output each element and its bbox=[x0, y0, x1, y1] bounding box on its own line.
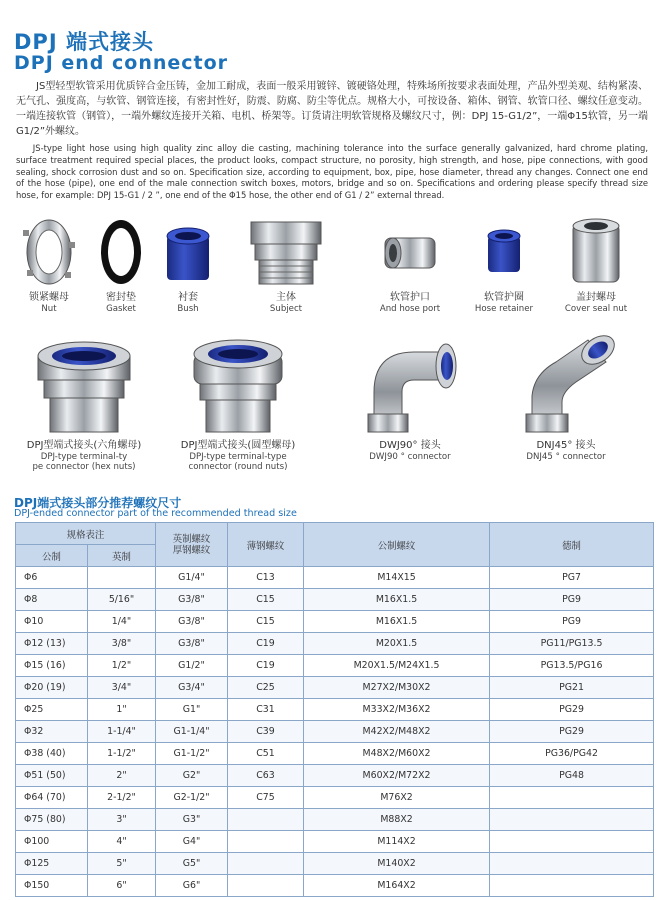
table-cell: G2" bbox=[156, 765, 228, 787]
table-cell bbox=[228, 809, 304, 831]
table-cell: PG9 bbox=[490, 589, 654, 611]
table-cell: M42X2/M48X2 bbox=[304, 721, 490, 743]
table-cell bbox=[228, 853, 304, 875]
table-cell: G1" bbox=[156, 699, 228, 721]
table-cell: M114X2 bbox=[304, 831, 490, 853]
table-cell: 2-1/2" bbox=[88, 787, 156, 809]
table-row bbox=[16, 853, 654, 875]
table-cell: PG21 bbox=[490, 677, 654, 699]
table-row bbox=[16, 721, 654, 743]
table-cell: 1" bbox=[88, 699, 156, 721]
table-cell: C19 bbox=[228, 655, 304, 677]
table-cell: 2" bbox=[88, 765, 156, 787]
table-cell: C51 bbox=[228, 743, 304, 765]
table-cell: 1/2" bbox=[88, 655, 156, 677]
product-label-en-1: DPJ-type terminal-type bbox=[189, 452, 287, 462]
table-cell bbox=[490, 831, 654, 853]
section-title-en: DPJ-ended connector part of the recommended thread size bbox=[14, 508, 297, 519]
table-cell: PG9 bbox=[490, 611, 654, 633]
table-row bbox=[16, 765, 654, 787]
table-row bbox=[16, 677, 654, 699]
product-dnj45 bbox=[496, 322, 636, 462]
table-cell: 4" bbox=[88, 831, 156, 853]
table-cell: G2-1/2" bbox=[156, 787, 228, 809]
hex-connector-icon bbox=[24, 328, 144, 440]
connector-body-icon bbox=[241, 212, 331, 292]
part-label-cn: 密封垫 bbox=[106, 292, 136, 303]
table-cell: Φ100 bbox=[16, 831, 88, 853]
table-cell: Φ8 bbox=[16, 589, 88, 611]
part-label-en: Cover seal nut bbox=[564, 304, 628, 314]
product-label-cn: DPJ型端式接头(圆型螺母) bbox=[180, 440, 296, 451]
part-hose-port bbox=[365, 212, 455, 314]
part-label-cn: 锁紧螺母 bbox=[29, 292, 69, 303]
table-cell: G3/8" bbox=[156, 633, 228, 655]
table-row bbox=[16, 699, 654, 721]
table-row bbox=[16, 611, 654, 633]
table-cell: G5" bbox=[156, 853, 228, 875]
table-cell: M14X15 bbox=[304, 567, 490, 589]
product-label-en-1: DPJ-type terminal-ty bbox=[40, 452, 128, 462]
table-cell: PG36/PG42 bbox=[490, 743, 654, 765]
table-cell: G6" bbox=[156, 875, 228, 897]
part-subject bbox=[236, 212, 336, 314]
table-cell: M60X2/M72X2 bbox=[304, 765, 490, 787]
intro-paragraph-cn: JS型轻型软管采用优质锌合金压铸，金加工耐成，表面一般采用镀锌、镀硬铬处理，特殊场所按要求表面处理，产品外型美观、结构紧凑、无气孔、强度高，与软管、钢管连接，有密封性好，防震、防腐、防尘等优点。规格大小，可按设备、箱体、钢管、软管口径、螺纹任意变动。一端连接软管（钢管），一端外螺纹连接开关箱、电机、桥架等。订货请注明软管规格及螺纹尺寸，例：DPJ 15-G1/2”，一端Φ15软管，另一端G1/2”外螺纹。 bbox=[16, 81, 648, 137]
spec-header: 规格表注 bbox=[16, 523, 156, 545]
part-label-en: Nut bbox=[41, 304, 57, 314]
table-cell: G1-1/4" bbox=[156, 721, 228, 743]
part-label-cn: 主体 bbox=[276, 292, 296, 303]
table-cell: M20X1.5/M24X1.5 bbox=[304, 655, 490, 677]
product-label-en-2: pe connector (hex nuts) bbox=[32, 462, 136, 472]
table-cell: C15 bbox=[228, 611, 304, 633]
table-row bbox=[16, 743, 654, 765]
table-cell: Φ25 bbox=[16, 699, 88, 721]
table-cell: Φ150 bbox=[16, 875, 88, 897]
product-label-cn: DWJ90° 接头 bbox=[379, 440, 441, 451]
table-cell: C25 bbox=[228, 677, 304, 699]
table-cell: Φ38 (40) bbox=[16, 743, 88, 765]
metric-thread-header: 公制螺纹 bbox=[304, 523, 490, 567]
elbow-90-icon bbox=[350, 322, 470, 440]
hose-port-icon bbox=[375, 212, 445, 292]
product-dwj90 bbox=[340, 322, 480, 462]
table-cell: C31 bbox=[228, 699, 304, 721]
table-cell: PG7 bbox=[490, 567, 654, 589]
table-cell bbox=[490, 809, 654, 831]
table-cell: 1-1/4" bbox=[88, 721, 156, 743]
table-cell: C75 bbox=[228, 787, 304, 809]
table-cell: M140X2 bbox=[304, 853, 490, 875]
hose-retainer-icon bbox=[474, 212, 534, 292]
part-label-cn: 软管护圈 bbox=[484, 292, 524, 303]
table-cell: Φ6 bbox=[16, 567, 88, 589]
part-label-en: Gasket bbox=[106, 304, 136, 314]
table-cell: PG48 bbox=[490, 765, 654, 787]
table-cell: M16X1.5 bbox=[304, 611, 490, 633]
table-cell: C19 bbox=[228, 633, 304, 655]
table-cell: Φ10 bbox=[16, 611, 88, 633]
product-label-cn: DNJ45° 接头 bbox=[536, 440, 596, 451]
product-label-en-1: DNJ45 ° connector bbox=[526, 452, 606, 462]
table-row bbox=[16, 787, 654, 809]
part-label-cn: 软管护口 bbox=[390, 292, 430, 303]
product-label-en-2: connector (round nuts) bbox=[188, 462, 288, 472]
table-row bbox=[16, 875, 654, 897]
table-cell: C15 bbox=[228, 589, 304, 611]
bush-icon bbox=[153, 212, 223, 292]
table-cell: M20X1.5 bbox=[304, 633, 490, 655]
table-cell: Φ32 bbox=[16, 721, 88, 743]
table-row bbox=[16, 809, 654, 831]
table-cell: 3/4" bbox=[88, 677, 156, 699]
table-cell: G3/8" bbox=[156, 611, 228, 633]
table-row bbox=[16, 567, 654, 589]
table-cell: 1-1/2" bbox=[88, 743, 156, 765]
table-cell: G1/2" bbox=[156, 655, 228, 677]
part-label-en: Bush bbox=[177, 304, 199, 314]
table-cell: M164X2 bbox=[304, 875, 490, 897]
table-cell bbox=[490, 853, 654, 875]
table-row bbox=[16, 655, 654, 677]
bsp-thread-header: 英制螺纹 厚钢螺纹 bbox=[156, 523, 228, 567]
table-cell: M16X1.5 bbox=[304, 589, 490, 611]
table-cell: G4" bbox=[156, 831, 228, 853]
table-cell: Φ64 (70) bbox=[16, 787, 88, 809]
part-label-cn: 衬套 bbox=[178, 292, 198, 303]
product-label-cn: DPJ型端式接头(六角螺母) bbox=[26, 440, 142, 451]
table-cell: 1/4" bbox=[88, 611, 156, 633]
part-label-en: Subject bbox=[269, 304, 303, 314]
table-cell: 5" bbox=[88, 853, 156, 875]
section-title-cn: DPJ端式接头部分推荐螺纹尺寸 bbox=[14, 496, 182, 510]
table-cell: PG11/PG13.5 bbox=[490, 633, 654, 655]
table-row bbox=[16, 589, 654, 611]
part-label-cn: 盖封螺母 bbox=[576, 292, 616, 303]
gasket-icon bbox=[91, 212, 151, 292]
table-cell: 5/16" bbox=[88, 589, 156, 611]
table-cell: M88X2 bbox=[304, 809, 490, 831]
table-row bbox=[16, 831, 654, 853]
table-cell bbox=[490, 875, 654, 897]
table-row bbox=[16, 633, 654, 655]
part-hose-retainer bbox=[466, 212, 542, 314]
product-dpj-round bbox=[168, 328, 308, 472]
table-cell: Φ15 (16) bbox=[16, 655, 88, 677]
table-cell: G3/8" bbox=[156, 589, 228, 611]
table-cell: M27X2/M30X2 bbox=[304, 677, 490, 699]
thread-size-table bbox=[15, 522, 654, 897]
table-cell: C13 bbox=[228, 567, 304, 589]
page-title-en: DPJ end connector bbox=[14, 52, 229, 74]
part-label-en: Hose retainer bbox=[474, 304, 534, 314]
elbow-45-icon bbox=[506, 322, 626, 440]
german-thread-header: 德制 bbox=[490, 523, 654, 567]
table-cell: G1/4" bbox=[156, 567, 228, 589]
table-cell bbox=[490, 787, 654, 809]
cover-seal-nut-icon bbox=[561, 212, 631, 292]
table-cell: 6" bbox=[88, 875, 156, 897]
table-cell bbox=[88, 567, 156, 589]
part-gasket bbox=[86, 212, 156, 314]
metric-subheader: 公制 bbox=[16, 545, 88, 567]
part-label-en: And hose port bbox=[379, 304, 441, 314]
table-cell: Φ12 (13) bbox=[16, 633, 88, 655]
table-cell: 3" bbox=[88, 809, 156, 831]
table-cell: PG29 bbox=[490, 721, 654, 743]
table-cell: G3" bbox=[156, 809, 228, 831]
product-dpj-hex bbox=[14, 328, 154, 472]
part-bush bbox=[148, 212, 228, 314]
table-cell: G3/4" bbox=[156, 677, 228, 699]
table-cell: PG13.5/PG16 bbox=[490, 655, 654, 677]
table-cell: PG29 bbox=[490, 699, 654, 721]
table-cell: Φ51 (50) bbox=[16, 765, 88, 787]
table-cell: M76X2 bbox=[304, 787, 490, 809]
table-cell: C39 bbox=[228, 721, 304, 743]
table-cell: Φ20 (19) bbox=[16, 677, 88, 699]
page-title-cn: DPJ 端式接头 bbox=[14, 30, 154, 54]
part-nut bbox=[14, 212, 84, 314]
thin-steel-thread-header: 薄钢螺纹 bbox=[228, 523, 304, 567]
table-cell: C63 bbox=[228, 765, 304, 787]
table-cell bbox=[228, 875, 304, 897]
round-connector-icon bbox=[178, 328, 298, 440]
table-cell: 3/8" bbox=[88, 633, 156, 655]
table-cell: M33X2/M36X2 bbox=[304, 699, 490, 721]
table-cell: Φ75 (80) bbox=[16, 809, 88, 831]
table-cell: Φ125 bbox=[16, 853, 88, 875]
nut-icon bbox=[19, 212, 79, 292]
table-cell: M48X2/M60X2 bbox=[304, 743, 490, 765]
product-label-en-1: DWJ90 ° connector bbox=[369, 452, 451, 462]
table-cell bbox=[228, 831, 304, 853]
part-cover-seal-nut bbox=[551, 212, 641, 314]
imperial-subheader: 英制 bbox=[88, 545, 156, 567]
intro-paragraph-en: JS-type light hose using high quality zinc alloy die casting, machining tolerance into the surface generally galvanized, hard chrome plating, surface treatment required special places, the product looks, compact structure, no porosity, high strength, and hose, pipe connections, with good sealing, shock corrosion dust and so on. Specification size, according to equipment, box, pipe, hose diameter, thread any changes. Connect one end of the hose (pipe), one end of the male connection switch boxes, motors, bridge and so on. Specifications and ordering please specify thread size hose, for example: DPJ 15-G1 / 2 ”, one end of the Φ15 hose, the other end of G1 / 2” external thread. bbox=[16, 143, 648, 201]
table-cell: G1-1/2" bbox=[156, 743, 228, 765]
